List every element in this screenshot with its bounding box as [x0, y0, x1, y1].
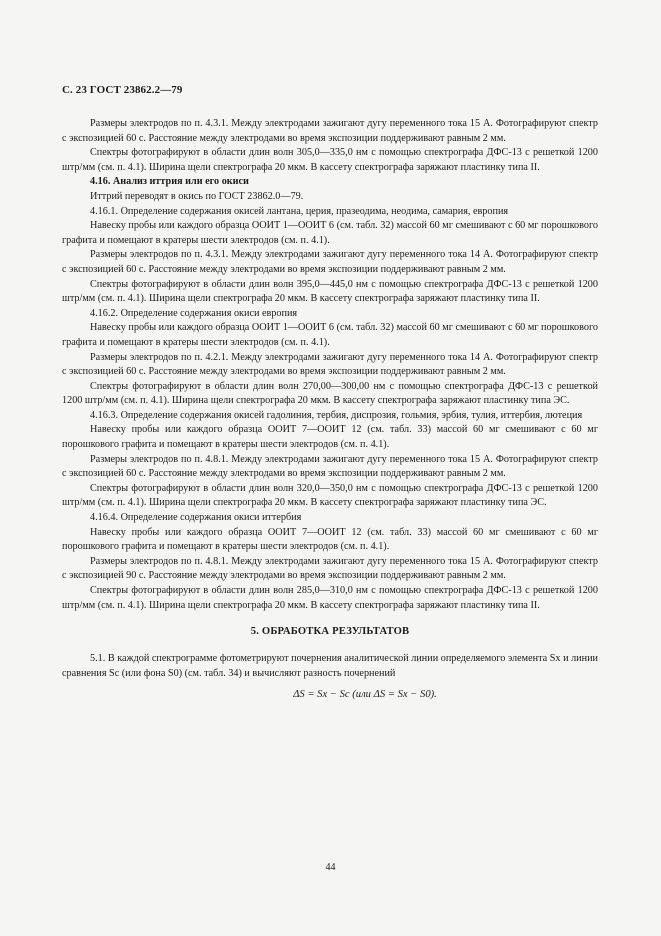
- paragraph: Спектры фотографируют в области длин волн 285,0—310,0 нм с помощью спектрографа ДФС-13 с решеткой 1200 штр/мм (см. п. 4.1). Ширина щели спектрографа 20 мкм. В кассету спектрографа заряжают пластинку типа II.: [62, 585, 598, 611]
- paragraph: Спектры фотографируют в области длин волн 270,00—300,00 нм с помощью спектрографа ДФС-13 с решеткой 1200 штр/мм (см. п. 4.1). Ширина щели спектрографа 20 мкм. В кассету спектрографа заряжают пластинку типа ЭС.: [62, 380, 598, 407]
- paragraph: Размеры электродов по п. 4.3.1. Между электродами зажигают дугу переменного тока 14 А. Фотографируют спектр с экспозицией 60 с. Расстояние между электродами во время экспозиции поддерживают равным 2 мм.: [62, 249, 598, 275]
- section5-paragraph: 5.1. В каждой спектрограмме фотометрируют почернения аналитической линии определяемого элемента Sx и линии сравнения Sc (или фона S0) (см. табл. 34) и вычисляют разность почернений: [62, 653, 598, 679]
- paragraph: Спектры фотографируют в области длин волн 395,0—445,0 нм с помощью спектрографа ДФС-13 с решеткой 1200 штр/мм (см. п. 4.1). Ширина щели спектрографа 20 мкм. В кассету спектрографа заряжают пластинку типа II.: [62, 278, 598, 305]
- paragraph: 4.16.1. Определение содержания окисей лантана, церия, празеодима, неодима, самария, европия: [90, 205, 509, 217]
- paragraph: Размеры электродов по п. 4.8.1. Между электродами зажигают дугу переменного тока 15 А. Фотографируют спектр с экспозицией 60 с. Расстояние между электродами во время экспозиции поддерживают равным 2 мм.: [62, 453, 598, 480]
- paragraph: Размеры электродов по п. 4.3.1. Между электродами зажигают дугу переменного тока 15 А. Фотографируют спектр с экспозицией 60 с. Расстояние между электродами во время экспозиции поддерживают равным 2 мм.: [62, 118, 598, 144]
- paragraph: 4.16.2. Определение содержания окиси европия: [90, 307, 298, 319]
- body-text: [62, 117, 598, 700]
- section-heading: 5. ОБРАБОТКА РЕЗУЛЬТАТОВ: [250, 626, 410, 638]
- paragraph: Размеры электродов по п. 4.8.1. Между электродами зажигают дугу переменного тока 15 А. Фотографируют спектр с экспозицией 90 с. Расстояние между электродами во время экспозиции поддерживают равным 2 мм.: [62, 555, 598, 582]
- section-title: 4.16. Анализ иттрия или его окиси: [90, 176, 249, 188]
- formula: ΔS = Sx − Sc (или ΔS = Sx − S0).: [293, 689, 437, 701]
- paragraph: Навеску пробы или каждого образца ООИТ 7—ООИТ 12 (см. табл. 33) массой 60 мг смешивают с 60 мг порошкового графита и помещают в кратеры шести электродов (см. п. 4.1).: [62, 424, 598, 451]
- paragraph: Спектры фотографируют в области длин волн 320,0—350,0 нм с помощью спектрографа ДФС-13 с решеткой 1200 штр/мм (см. п. 4.1). Ширина щели спектрографа 20 мкм. В кассету спектрографа заряжают пластинку типа ЭС.: [62, 482, 598, 509]
- paragraph: Размеры электродов по п. 4.2.1. Между электродами зажигают дугу переменного тока 14 А. Фотографируют спектр с экспозицией 60 с. Расстояние между электродами во время экспозиции поддерживают равным 2 мм.: [62, 351, 598, 378]
- paragraph: 4.16.3. Определение содержания окисей гадолиния, тербия, диспрозия, гольмия, эрбия, тулия, иттербия, лютеция: [90, 409, 583, 421]
- paragraph: 4.16.4. Определение содержания окиси иттербия: [90, 512, 302, 524]
- page-number: 44: [325, 862, 336, 873]
- paragraph: Навеску пробы или каждого образца ООИТ 7—ООИТ 12 (см. табл. 33) массой 60 мг смешивают с 60 мг порошкового графита и помещают в кратеры шести электродов (см. п. 4.1).: [62, 526, 598, 553]
- paragraph: Навеску пробы или каждого образца ООИТ 1—ООИТ 6 (см. табл. 32) массой 60 мг смешивают с 60 мг порошкового графита и помещают в кратеры шести электродов (см. п. 4.1).: [62, 220, 598, 246]
- paragraph: Спектры фотографируют в области длин волн 305,0—335,0 нм с помощью спектрографа ДФС-13 с решеткой 1200 штр/мм (см. п. 4.1). Ширина щели спектрографа 20 мкм. В кассету спектрографа заряжают пластинку типа II.: [62, 147, 598, 173]
- page-header: С. 23 ГОСТ 23862.2—79: [62, 84, 183, 96]
- paragraph: Иттрий переводят в окись по ГОСТ 23862.0—79.: [90, 190, 304, 202]
- paragraph-list: [62, 117, 598, 613]
- paragraph: Навеску пробы или каждого образца ООИТ 1—ООИТ 6 (см. табл. 32) массой 60 мг смешивают с 60 мг порошкового графита и помещают в кратеры шести электродов (см. п. 4.1).: [62, 322, 598, 348]
